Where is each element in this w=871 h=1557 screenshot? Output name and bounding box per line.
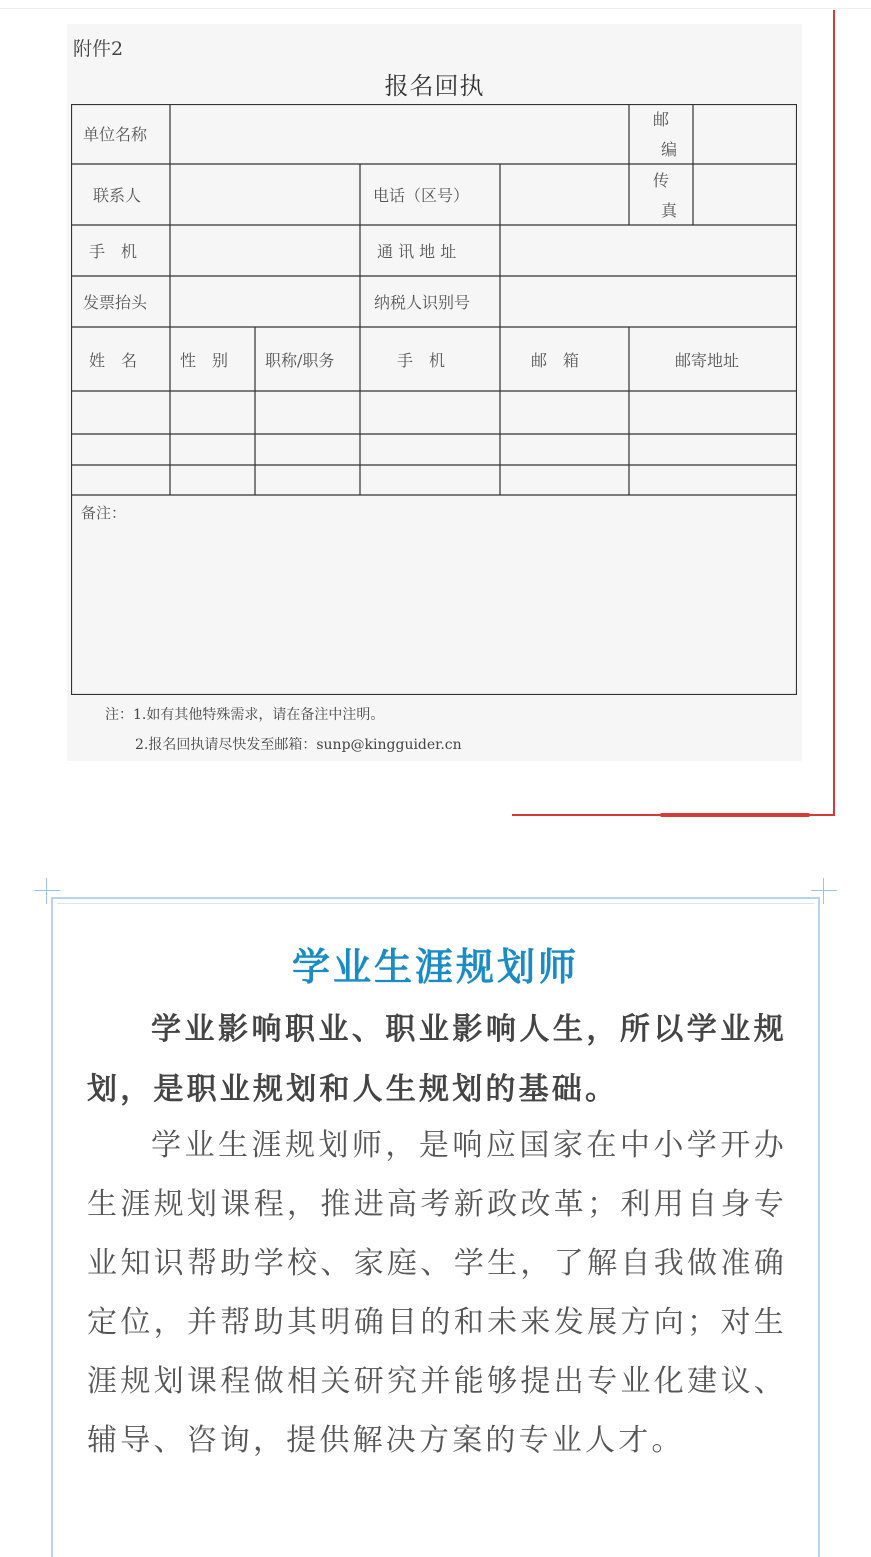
top-divider	[0, 8, 871, 9]
section-bold-paragraph: 学业影响职业、职业影响人生，所以学业规划，是职业规划和人生规划的基础。	[87, 1012, 787, 1107]
red-frame-accent	[660, 813, 810, 817]
registration-form-image	[67, 24, 802, 761]
note-1: 注：1.如有其他特殊需求，请在备注中注明。	[105, 707, 385, 723]
section-frame-inner-line	[57, 903, 814, 904]
label-contact: 联系人	[93, 186, 142, 205]
header-gender: 性 别	[180, 351, 229, 370]
label-fax-b: 真	[661, 201, 678, 220]
form-notes	[105, 700, 462, 760]
label-address: 通 讯 地 址	[377, 242, 457, 261]
form-table	[71, 104, 797, 695]
section-paragraph: 学业生涯规划师，是响应国家在中小学开办生涯规划课程，推进高考新政改革；利用自身专业知识帮助学校、家庭、学生，了解自我做准确定位，并帮助其明确目的和未来发展方向；对生涯规划课程做相关研究并能够提出专业化建议、辅导、咨询，提供解决方案的专业人才。	[87, 1128, 787, 1458]
header-title: 职称/职务	[265, 351, 335, 370]
label-postcode-a: 邮	[653, 110, 670, 129]
header-mobile: 手 机	[397, 351, 446, 370]
label-postcode-b: 编	[661, 140, 678, 159]
note-2: 2.报名回执请尽快发至邮箱：sunp@kingguider.cn	[135, 737, 462, 753]
header-mail-address: 邮寄地址	[675, 351, 740, 370]
label-mobile: 手 机	[89, 242, 138, 261]
label-remarks: 备注：	[81, 504, 127, 522]
label-unit-name: 单位名称	[83, 125, 148, 144]
header-name: 姓 名	[89, 351, 138, 370]
section-title: 学业生涯规划师	[291, 945, 579, 989]
header-email: 邮 箱	[531, 351, 580, 370]
label-invoice: 发票抬头	[83, 293, 148, 312]
red-frame-vertical	[833, 10, 835, 815]
label-tax-id: 纳税人识别号	[374, 293, 471, 312]
label-phone: 电话（区号）	[373, 186, 470, 205]
label-fax-a: 传	[653, 171, 670, 190]
form-title: 报名回执	[384, 72, 485, 100]
attachment-label: 附件2	[73, 38, 124, 60]
